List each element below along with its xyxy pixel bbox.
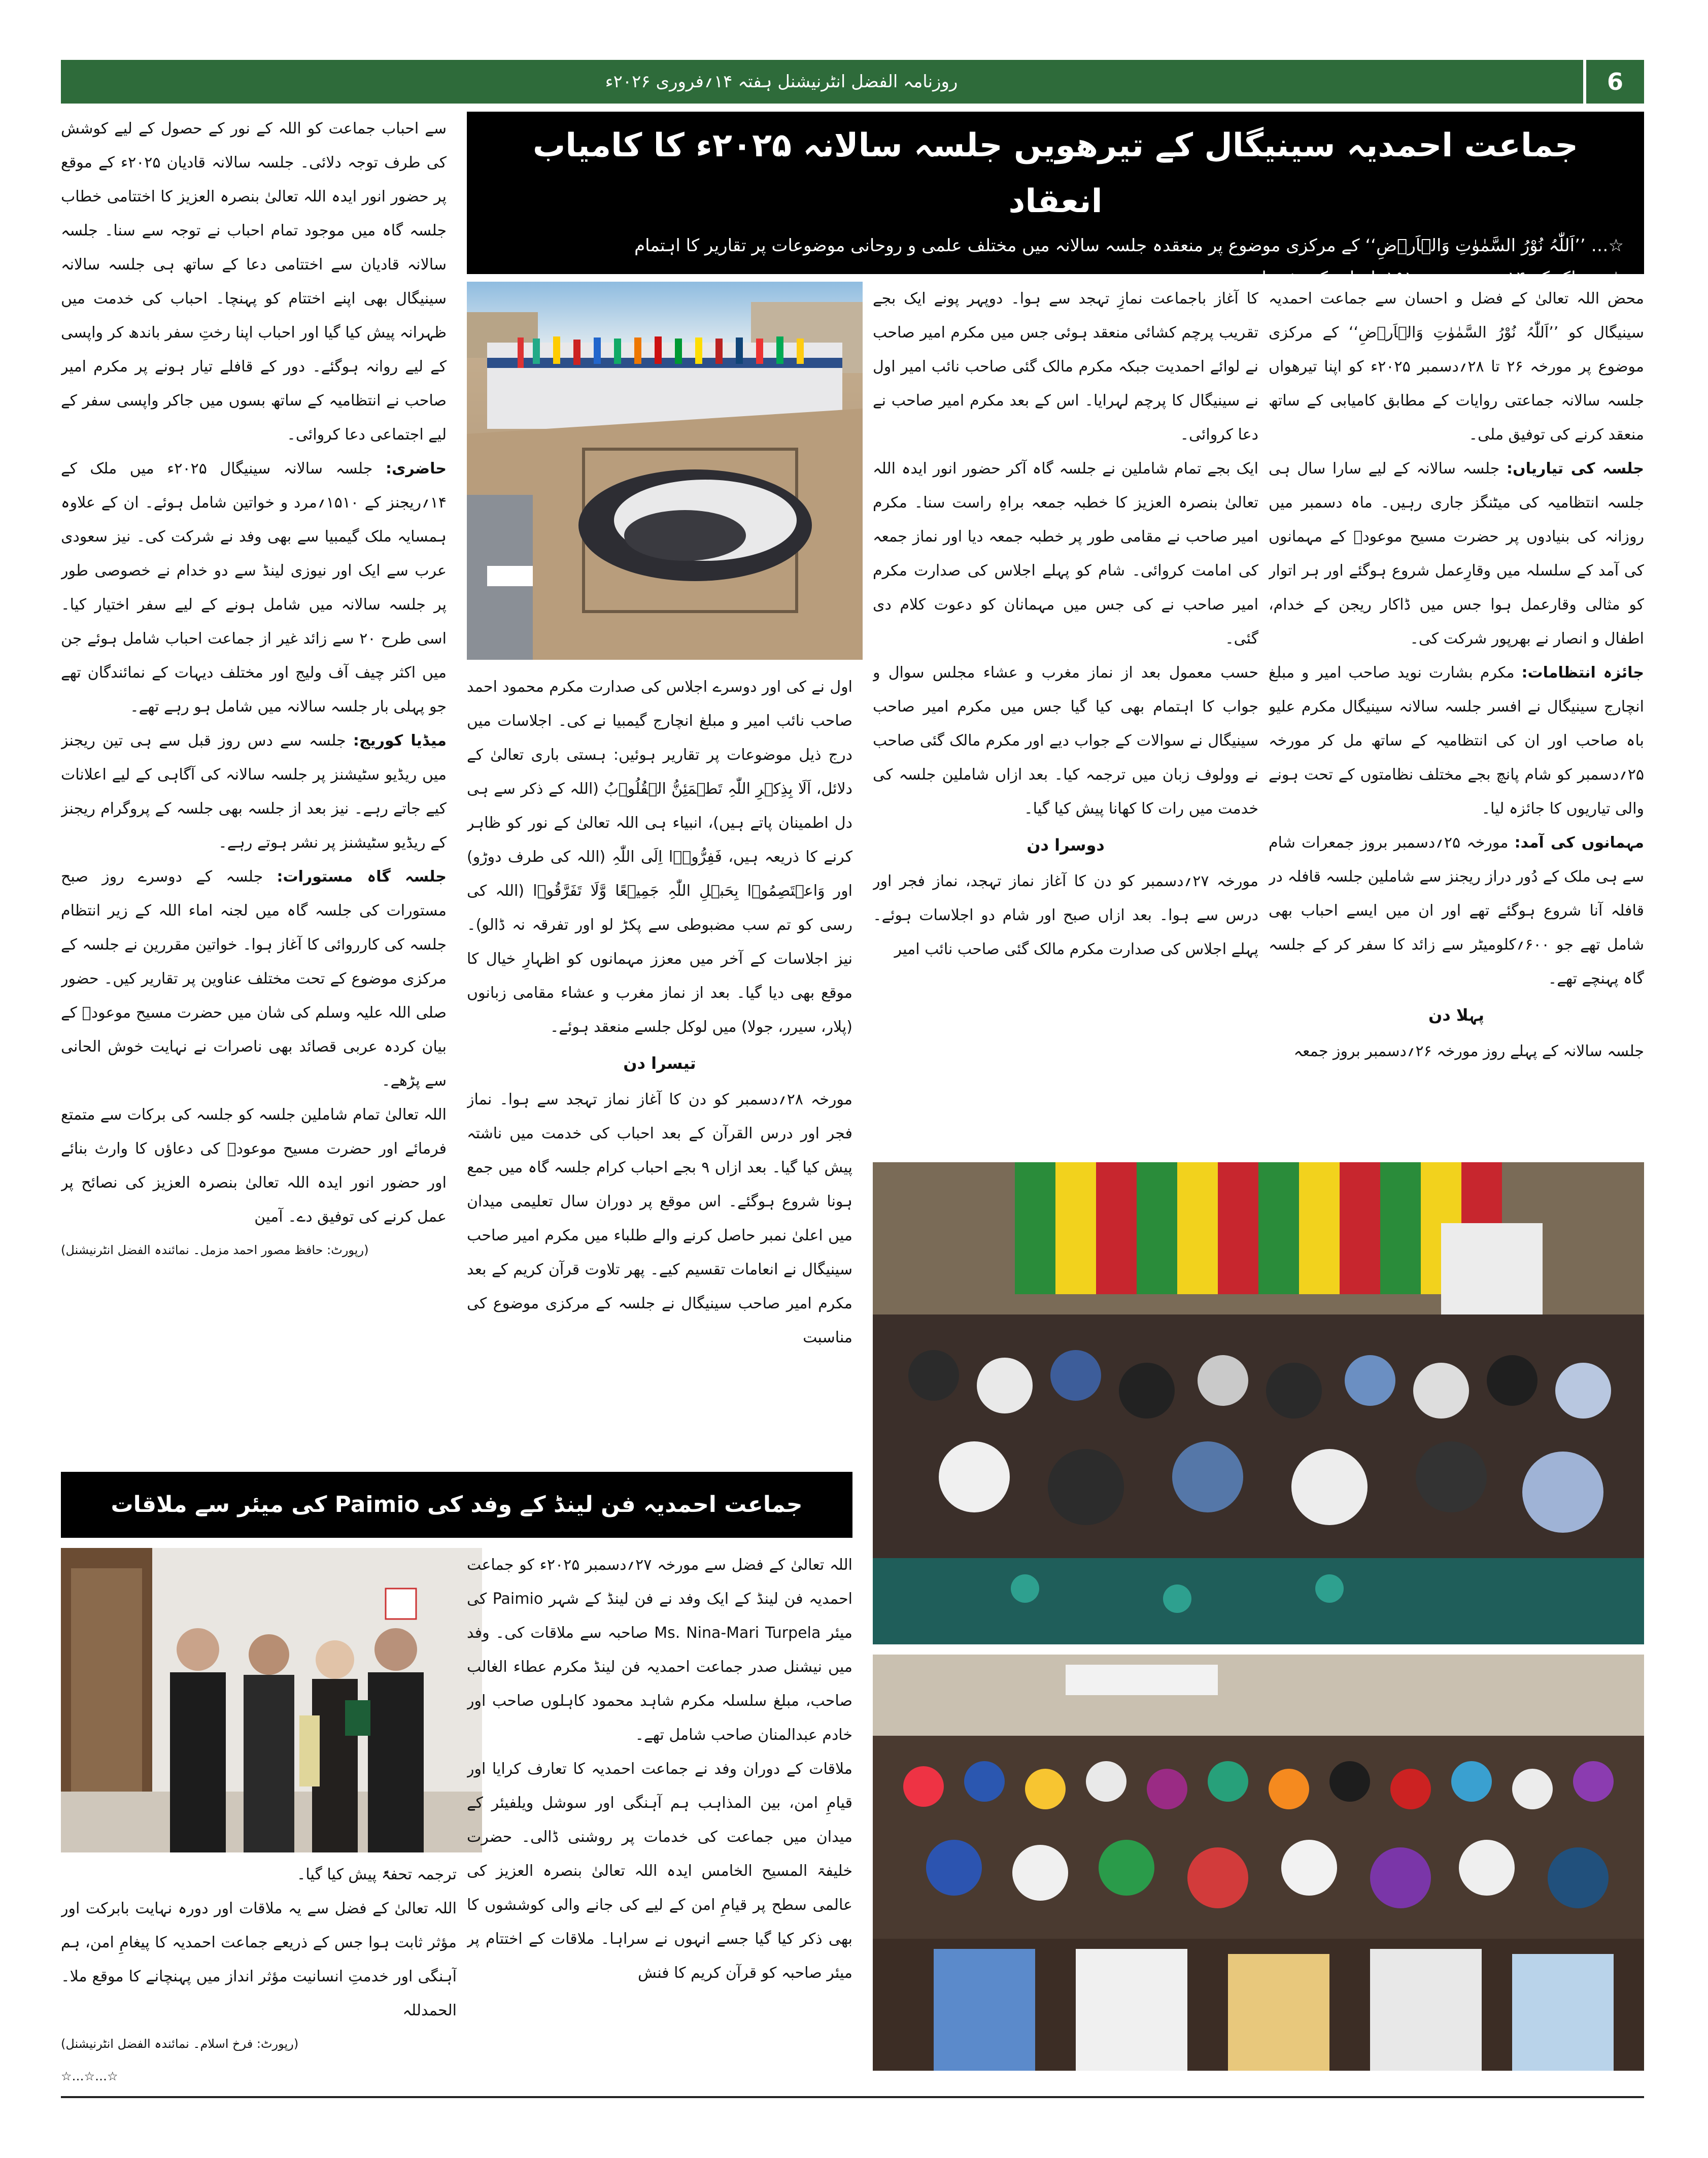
paragraph-text: محض اللہ تعالیٰ کے فضل و احسان سے جماعت احمدیہ سینیگال کو ’’اَللّٰہُ نُوْرُ السَّمٰوٰتِ وَالۡاَرۡضِ‘‘ کے مرکزی موضوع پر مورخہ ۲۶ تا ۲۸؍دسمبر ۲۰۲۵ء کو اپنا تیرھواں جلسہ سالانہ جماعتی روایات کے مطابق کامیابی کے ساتھ منعقد کرنے کی توفیق ملی۔ [1269,290,1644,444]
photo-flag-ceremony [467,282,863,660]
paragraph-text: مکرم بشارت نوید صاحب امیر و مبلغ انچارج سینیگال نے افسر جلسہ سالانہ سینیگال مکرم علیو باہ صاحب اور ان کی انتظامیہ کے ساتھ مل کر مورخہ ۲۵؍دسمبر کو شام پانچ بجے مختلف نظامتوں کے تحت ہونے والی تیاریوں کا جائزہ لیا۔ [1269,664,1644,818]
photo-jalsa-crowd [873,1655,1644,2071]
paragraph-text: ترجمہ تحفۃً پیش کیا گیا۔ [296,1866,457,1883]
paragraph-text: اللہ تعالیٰ تمام شاملین جلسہ کو جلسہ کی برکات سے متمتع فرمائے اور حضرت مسیح موعودؑ کی دعاؤں کا وارث بنائے اور حضور انور ایدہ اللہ تعالیٰ بنصرہ العزیز کی نصائح پر عمل کرنے کی توفیق دے۔ آمین [61,1106,447,1226]
paragraph [467,1548,852,1752]
report-credit: (رپورٹ: حافظ مصور احمد مزمل۔ نمائندہ الفضل انٹرنیشنل) [61,1243,369,1257]
page-number-box [1583,60,1644,104]
flag-ceremony-image [467,282,863,660]
paragraph [873,864,1258,966]
paragraph-text: اول نے کی اور دوسرے اجلاس کی صدارت مکرم محمود احمد صاحب نائب امیر و مبلغ انچارج گیمبیا نے کی۔ اجلاسات میں درج ذیل موضوعات پر تقاریر ہوئیں: ہستی باری تعالیٰ کے دلائل، اَلَا بِذِکۡرِ اللّٰہِ تَطۡمَئِنُّ الۡقُلُوۡبُ (اللہ کے ذکر سے ہی دل اطمینان پاتے ہیں)، انبیاء ہی اللہ تعالیٰ کے نور کو ظاہر کرنے کا ذریعہ ہیں، فَفِرُّوۡۤا اِلَی اللّٰہِ (اللہ کی طرف دوڑو) اور وَاعۡتَصِمُوۡا بِحَبۡلِ اللّٰہِ جَمِیۡعًا وَّلَا تَفَرَّقُوۡا (اللہ کی رسی کو تم سب مضبوطی سے پکڑ لو اور تفرقہ نہ ڈالو)۔ نیز اجلاسات کے آخر میں معزز مہمانوں کو اظہارِ خیال کا موقع بھی دیا گیا۔ بعد از نماز مغرب و عشاء مقامی زبانوں (پلار، سیرر، جولا) میں لوکل جلسے منعقد ہوئے۔ [467,678,852,1036]
headline-banner [467,112,1644,288]
photo-jalsa-audience [873,1162,1644,1644]
paragraph [61,1892,457,2028]
paragraph-text: اللہ تعالیٰ کے فضل سے مورخہ ۲۷؍دسمبر ۲۰۲۵ء کو جماعت احمدیہ فن لینڈ کے ایک وفد نے فن لینڈ کے شہر Paimio کی میئر Ms. Nina-Mari Turpela صاحبہ سے ملاقات کی۔ وفد میں نیشنل صدر جماعت احمدیہ فن لینڈ مکرم عطاء الغالب صاحب، مبلغ سلسلہ مکرم شاہد محمود کاہلوں صاحب اور خادم عبدالمنان صاحب شامل تھے۔ [467,1556,852,1744]
photo-mayor-meeting [61,1548,482,1852]
second-headline: جماعت احمدیہ فن لینڈ کے وفد کی Paimio کی میئر سے ملاقات [111,1492,803,1518]
paragraph-text: کا آغاز باجماعت نمازِ تہجد سے ہوا۔ دوپہر پونے ایک بجے تقریب پرچم کشائی منعقد ہوئی جس میں مکرم امیر صاحب نے لوائے احمدیت جبکہ مکرم مالک گئی صاحب نائب امیر اول نے سینیگال کا پرچم لہرایا۔ اس کے بعد مکرم امیر صاحب نے دعا کروائی۔ [873,290,1258,444]
paragraph-text: مورخہ ۲۵؍دسمبر بروز جمعرات شام سے ہی ملک کے دُور دراز ریجنز سے شاملین جلسہ قافلہ در قافلہ آنا شروع ہوگئے تھے اور ان میں ایسے احباب بھی شامل تھے جو ۶۰۰؍کلومیٹر سے زائد کا سفر کر کے جلسہ گاہ پہنچے تھے۔ [1269,834,1644,988]
section-heading: تیسرا دن [623,1054,696,1073]
paragraph-text: جلسہ سالانہ کے پہلے روز مورخہ ۲۶؍دسمبر بروز جمعہ [1293,1042,1644,1060]
subheadline-2: ☆… ملک کے ۱۴؍ریجنز سے ۱۵۱۰؍احباب کی شمولیت [1239,268,1624,288]
paragraph [467,1752,852,1990]
article-column-1 [1269,282,1644,1160]
subheadline-1: ☆… ’’اَللّٰہُ نُوْرُ السَّمٰوٰتِ وَالۡاَرۡضِ‘‘ کے مرکزی موضوع پر منعقدہ جلسہ سالانہ میں مختلف علمی و روحانی موضوعات پر تقاریر کا اہتمام [634,235,1624,256]
paragraph [873,282,1258,452]
paragraph [1269,656,1644,826]
article-column-4 [61,112,447,1462]
second-headline-banner [61,1472,852,1538]
paragraph-heading: میڈیا کوریج: [353,732,447,750]
audience-image [873,1162,1644,1644]
article-column-2 [873,282,1258,1160]
paper-title-line: روزنامہ الفضل انٹرنیشنل ہفتہ ۱۴؍فروری ۲۰۲۶ء [605,72,958,92]
paragraph-heading: حاضری: [385,460,447,478]
paragraph-text: جلسہ سالانہ سینیگال ۲۰۲۵ء میں ملک کے ۱۴؍ریجنز کے ۱۵۱۰؍مرد و خواتین شامل ہوئے۔ ان کے علاوہ ہمسایہ ملک گیمبیا سے بھی وفد نے شرکت کی۔ نیز سعودی عرب سے ایک اور نیوزی لینڈ سے دو خدام نے خصوصی طور پر جلسہ سالانہ میں شامل ہونے کے لیے سفر اختیار کیا۔ اسی طرح ۲۰ سے زائد غیر از جماعت احباب شامل ہوئے جن میں اکثر چیف آف ولیج اور مختلف دیہات کے نمائندگان تھے جو پہلی بار جلسہ سالانہ میں شامل ہو رہے تھے۔ [61,460,447,716]
paragraph-text: اللہ تعالیٰ کے فضل سے یہ ملاقات اور دورہ نہایت بابرکت اور مؤثر ثابت ہوا جس کے ذریعے جماعت احمدیہ کا پیغامِ امن، ہم آہنگی اور خدمتِ انسانیت مؤثر انداز میں پہنچانے کا موقع ملا۔ الحمدللہ [61,1900,457,2019]
paragraph [467,1083,852,1355]
paragraph [61,1858,457,1892]
paragraph-text: جلسہ سے دس روز قبل سے ہی تین ریجنز میں ریڈیو سٹیشنز پر جلسہ سالانہ کی آگاہی کے لیے اعلانات کیے جاتے رہے۔ نیز بعد از جلسہ بھی جلسہ کے پروگرام ریجنز کے ریڈیو سٹیشنز پر نشر ہوتے رہے۔ [61,732,447,852]
paragraph [1269,826,1644,996]
bottom-rule [61,2096,1644,2098]
second-article-column-left [61,1858,457,2081]
paragraph-heading: جلسہ گاہ مستورات: [277,868,447,886]
paragraph [61,112,447,452]
second-article-column-right [467,1548,852,2076]
paragraph [61,860,447,1098]
paragraph [1269,282,1644,452]
report-credit: (رپورٹ: فرخ اسلام۔ نمائندہ الفضل انٹرنیشنل) [61,2037,299,2051]
paragraph-text: ایک بجے تمام شاملین نے جلسہ گاہ آکر حضور انور ایدہ اللہ تعالیٰ بنصرہ العزیز کا خطبہ جمعہ براہِ راست سنا۔ مکرم امیر صاحب نے مقامی طور پر خطبہ جمعہ دیا اور نماز جمعہ کی امامت کروائی۔ شام کو پہلے اجلاس کی صدارت مکرم امیر صاحب نے کی جس میں مہمانان کو دعوت کلام دی گئی۔ [873,460,1258,648]
paragraph [1269,452,1644,656]
paragraph-heading: جائزہ انتظامات: [1521,664,1644,682]
page-number: 6 [1607,68,1623,95]
paragraph [467,670,852,1044]
main-headline: جماعت احمدیہ سینیگال کے تیرھویں جلسہ سالانہ ۲۰۲۵ء کا کامیاب انعقاد [532,127,1579,220]
paragraph [61,724,447,860]
paragraph [1269,1034,1644,1068]
report-credit: ☆…☆…☆ [61,2069,118,2081]
paragraph-heading: جلسہ کی تیاریاں: [1506,460,1644,478]
meeting-image [61,1548,482,1852]
paragraph-text: ملاقات کے دوران وفد نے جماعت احمدیہ کا تعارف کرایا اور قیامِ امن، بین المذاہب ہم آہنگی اور سوشل ویلفیئر کے میدان میں جماعت کی خدمات پر روشنی ڈالی۔ حضرت خلیفۃ المسیح الخامس ایدہ اللہ تعالیٰ بنصرہ العزیز کی عالمی سطح پر قیامِ امن کے لیے کی جانے والی کوششوں کا بھی ذکر کیا گیا جسے انہوں نے سراہا۔ ملاقات کے اختتام پر میئر صاحبہ کو قرآن کریم کا فنش [467,1760,852,1982]
paragraph [873,656,1258,826]
paragraph-text: مورخہ ۲۷؍دسمبر کو دن کا آغاز نماز تہجد، نماز فجر اور درس سے ہوا۔ بعد ازاں صبح اور شام دو اجلاسات ہوئے۔ پہلے اجلاس کی صدارت مکرم مالک گئی صاحب نائب امیر [873,872,1258,958]
paragraph [61,1098,447,1234]
section-heading: دوسرا دن [1027,835,1105,855]
paragraph-text: مورخہ ۲۸؍دسمبر کو دن کا آغاز نماز تہجد سے ہوا۔ نماز فجر اور درس القرآن کے بعد احباب کی خدمت میں ناشتہ پیش کیا گیا۔ بعد ازاں ۹ بجے احباب کرام جلسہ گاہ میں جمع ہونا شروع ہوگئے۔ اس موقع پر دوران سال تعلیمی میدان میں اعلیٰ نمبر حاصل کرنے والے طلباء میں مکرم امیر صاحب سینیگال نے انعامات تقسیم کیے۔ پھر تلاوت قرآن کریم کے بعد مکرم امیر صاحب سینیگال نے جلسہ کے مرکزی موضوع کی مناسبت [467,1091,852,1346]
paragraph-text: حسب معمول بعد از نماز مغرب و عشاء مجلس سوال و جواب کا اہتمام بھی کیا گیا جس میں مکرم امیر صاحب سینیگال نے سوالات کے جواب دیے اور مکرم مالک گئی صاحب نے وولوف زبان میں ترجمہ کیا۔ بعد ازاں شاملین جلسہ کی خدمت میں رات کا کھانا پیش کیا گیا۔ [873,664,1258,818]
paragraph-text: جلسہ کے دوسرے روز صبح مستورات کی جلسہ گاہ میں لجنہ اماء اللہ کے زیر انتظام جلسہ کی کارروائی کا آغاز ہوا۔ خواتین مقررین نے جلسہ کے مرکزی موضوع کے تحت مختلف عناوین پر تقاریر کیں۔ حضور صلی اللہ علیہ وسلم کی شان میں حضرت مسیح موعودؑ کے بیان کردہ عربی قصائد بھی ناصرات نے نہایت خوش الحانی سے پڑھے۔ [61,868,447,1090]
paragraph [61,452,447,724]
paragraph-heading: مہمانوں کی آمد: [1514,834,1644,852]
article-column-3 [467,670,852,1462]
section-heading: پہلا دن [1428,1005,1484,1025]
paragraph-text: جلسہ سالانہ کے لیے سارا سال ہی جلسہ انتظامیہ کی میٹنگز جاری رہیں۔ ماہ دسمبر میں روزانہ کی بنیادوں پر حضرت مسیح موعودؑ کے مہمانوں کی آمد کے سلسلہ میں وقارِعمل شروع ہوگئے اور ہر اتوار کو مثالی وقارعمل ہوا جس میں ڈاکار ریجن کے خدام، اطفال و انصار نے بھرپور شرکت کی۔ [1269,460,1644,648]
paragraph [873,452,1258,656]
crowd-image [873,1655,1644,2071]
paragraph-text: سے احباب جماعت کو اللہ کے نور کے حصول کے لیے کوشش کی طرف توجہ دلائی۔ جلسہ سالانہ قادیان ۲۰۲۵ء کے موقع پر حضور انور ایدہ اللہ تعالیٰ بنصرہ العزیز کا اختتامی خطاب جلسہ گاہ میں موجود تمام احباب نے توجہ سے سنا۔ جلسہ سالانہ قادیان سے اختتامی دعا کے ساتھ ہی جلسہ سالانہ سینیگال بھی اپنے اختتام کو پہنچا۔ احباب کی خدمت میں ظہرانہ پیش کیا گیا اور احباب اپنا رختِ سفر باندھ کر واپسی کے لیے روانہ ہوگئے۔ دور کے قافلے تیار ہونے پر مکرم امیر صاحب نے انتظامیہ کے ساتھ بسوں میں جاکر واپسی سفر کے لیے اجتماعی دعا کروائی۔ [61,120,447,444]
